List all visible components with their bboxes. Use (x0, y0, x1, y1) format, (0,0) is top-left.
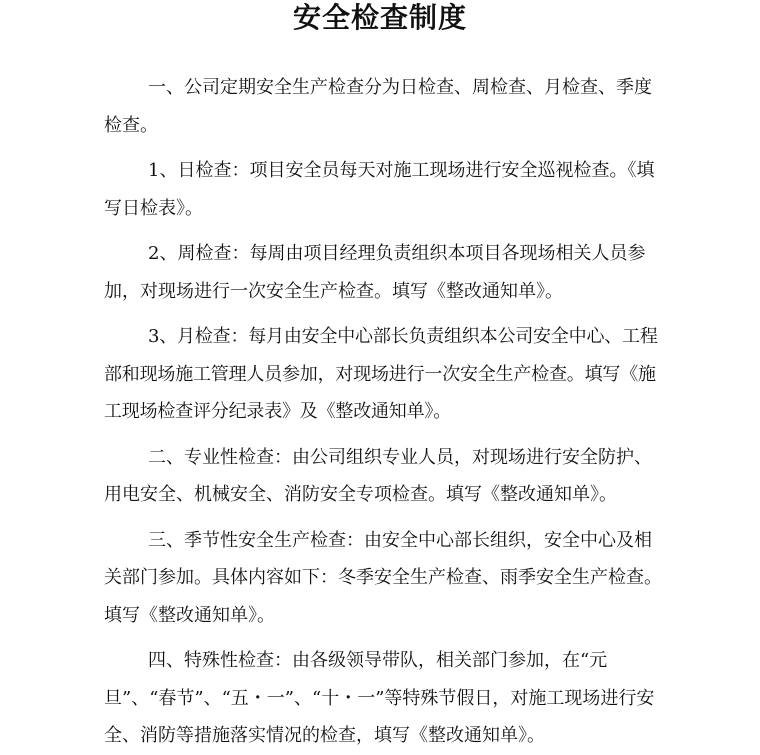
paragraph-weekly-inspection: 2、周检查：每周由项目经理负责组织本项目各现场相关人员参加，对现场进行一次安全生产检查。填写《整改通知单》。 (104, 243, 646, 302)
paragraph-daily-inspection: 1、日检查：项目安全员每天对施工现场进行安全巡视检查。《填写日检表》。 (104, 160, 655, 219)
paragraph-monthly-inspection: 3、月检查：每月由安全中心部长负责组织本公司安全中心、工程部和现场施工管理人员参加，对现场进行一次安全生产检查。填写《施工现场检查评分纪录表》及《整改通知单》。 (104, 326, 658, 422)
paragraph-seasonal-inspection: 三、季节性安全生产检查：由安全中心部长组织，安全中心及相关部门参加。具体内容如下：冬季安全生产检查、雨季安全生产检查。填写《整改通知单》。 (104, 529, 662, 626)
paragraph-periodic-inspection: 一、公司定期安全生产检查分为日检查、周检查、月检查、季度检查。 (104, 77, 652, 136)
paragraph-special-inspection: 四、特殊性检查：由各级领导带队，相关部门参加，在“元旦”、“春节”、“五・一”、“十・一”等特殊节假日，对施工现场进行安全、消防等措施落实情况的检查，填写《整改通知单》。 (104, 650, 655, 746)
paragraph-professional-inspection: 二、专业性检查：由公司组织专业人员，对现场进行安全防护、用电安全、机械安全、消防安全专项检查。填写《整改通知单》。 (104, 446, 652, 505)
document-title: 安全检查制度 (292, 1, 467, 34)
document-body (104, 69, 664, 755)
